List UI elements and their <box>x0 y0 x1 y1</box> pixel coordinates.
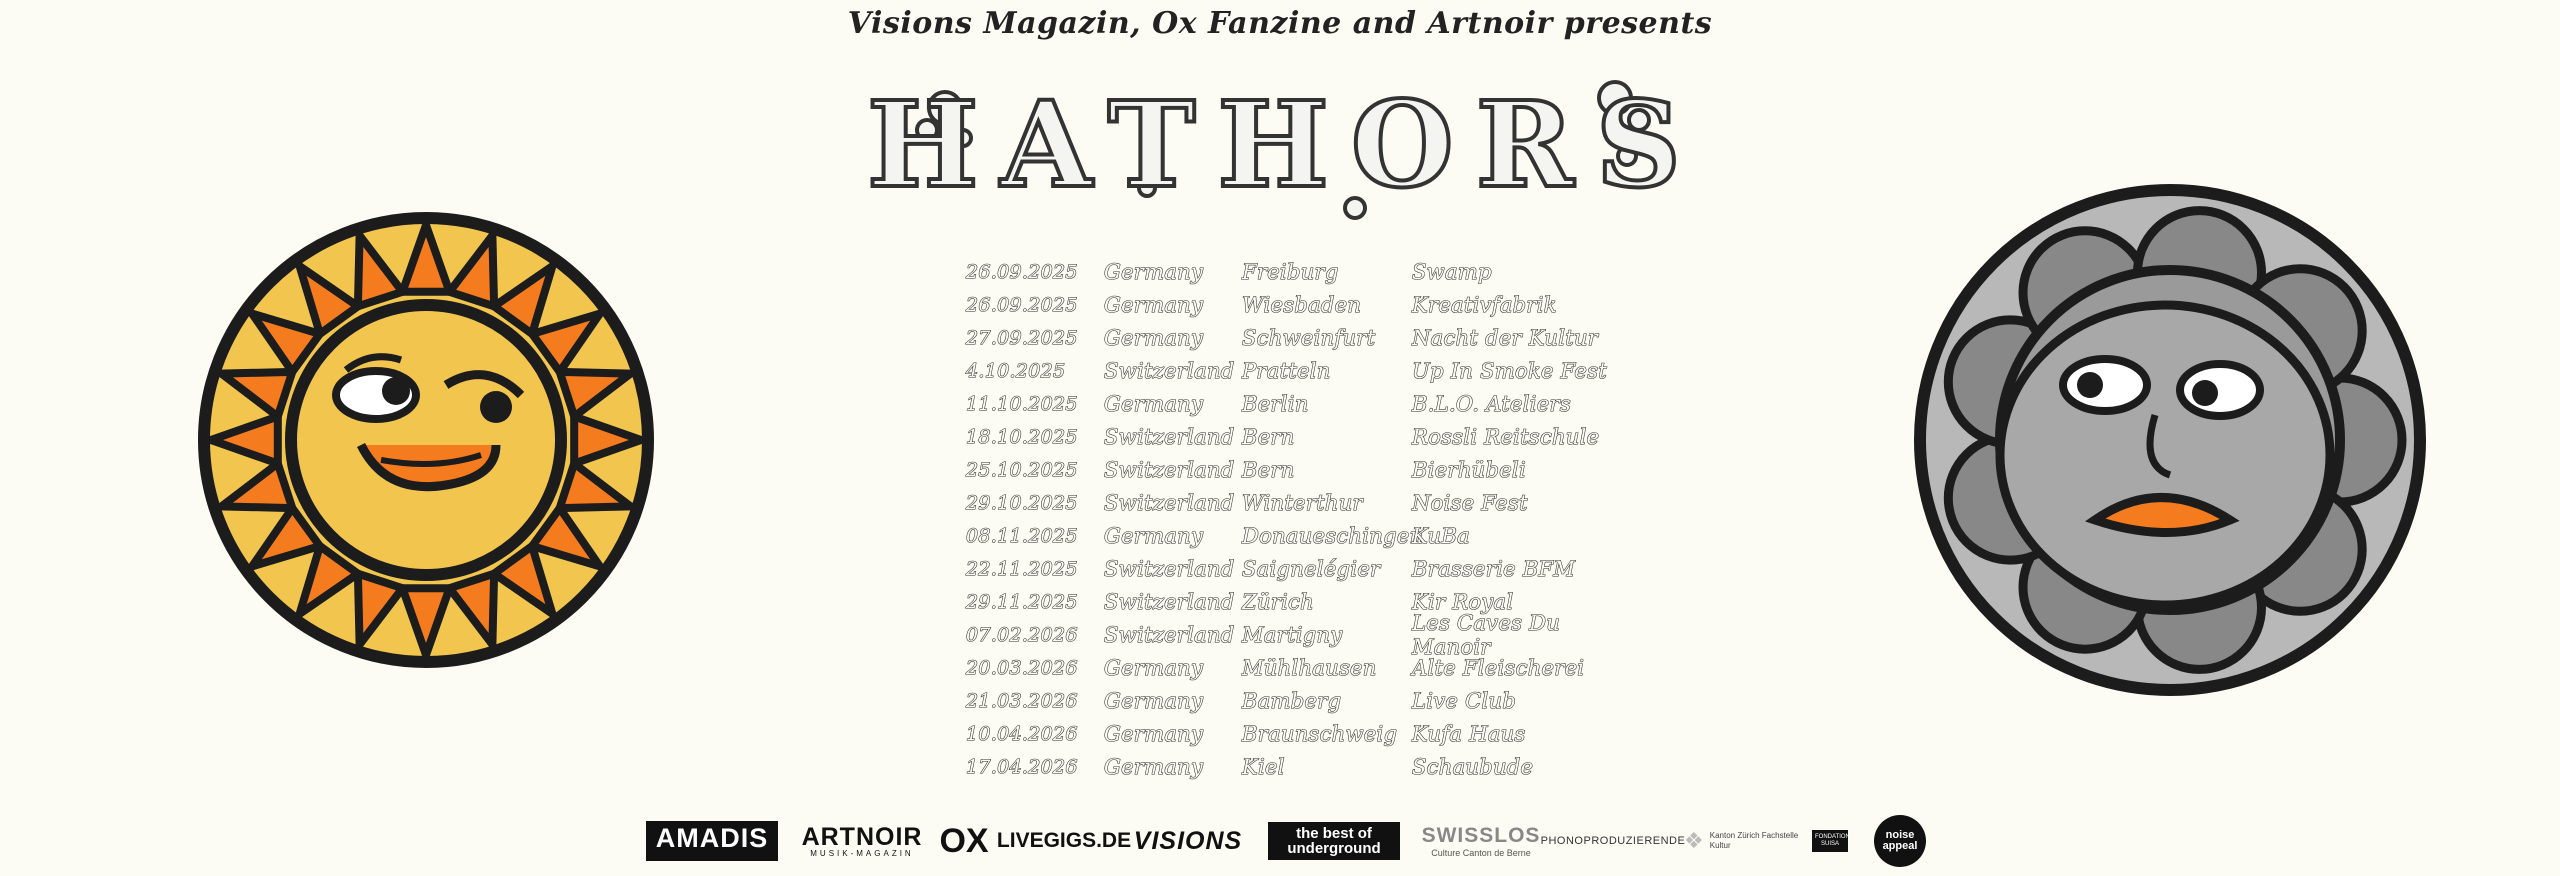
visions-logo: VISIONS <box>1133 826 1243 855</box>
tour-row <box>966 684 1642 717</box>
tour-date: 22.11.2025 <box>966 557 1078 580</box>
tour-country: Switzerland <box>1104 358 1235 383</box>
tour-date: 29.10.2025 <box>966 491 1078 514</box>
tour-country: Switzerland <box>1104 457 1235 482</box>
tour-venue: Kir Royal <box>1412 589 1514 614</box>
tour-venue: Live Club <box>1412 688 1517 713</box>
noise-appeal-logo: noise appeal <box>1872 812 1928 870</box>
tour-row <box>966 610 1642 659</box>
tour-country: Germany <box>1104 259 1204 284</box>
band-title-graphic <box>867 68 1703 228</box>
artnoir-logo: ARTNOIR MUSIK-MAGAZIN <box>801 822 923 858</box>
tour-city: Bern <box>1242 424 1295 449</box>
tour-date: 17.04.2026 <box>966 755 1078 778</box>
tour-country: Switzerland <box>1104 490 1235 515</box>
tour-venue: Rossli Reitschule <box>1412 424 1600 449</box>
tour-row <box>966 651 1642 684</box>
moon-illustration <box>1900 175 2440 705</box>
tour-row <box>966 519 1642 552</box>
tour-row <box>966 486 1642 519</box>
tour-row <box>966 750 1642 783</box>
tour-row <box>966 255 1642 288</box>
best-of-underground-logo: the best of underground <box>1268 812 1400 870</box>
tour-venue: Swamp <box>1412 259 1492 284</box>
tour-city: Freiburg <box>1242 259 1339 284</box>
tour-venue: Nacht der Kultur <box>1412 325 1599 350</box>
tour-city: Pratteln <box>1242 358 1331 383</box>
tour-country: Switzerland <box>1104 589 1235 614</box>
tour-city: Schweinfurt <box>1242 325 1376 350</box>
band-title <box>867 68 1703 228</box>
tour-date: 07.02.2026 <box>966 623 1078 646</box>
fondation-suisa-logo: FONDATION SUISA <box>1810 812 1850 870</box>
tour-country: Germany <box>1104 325 1204 350</box>
tour-city: Donaueschingen <box>1242 523 1424 548</box>
tour-date: 08.11.2025 <box>966 524 1078 547</box>
tour-date: 26.09.2025 <box>966 260 1078 283</box>
tour-date: 11.10.2025 <box>966 392 1078 415</box>
phonoproduzierende-logo: PHONOPRODUZIERENDE <box>1540 835 1686 847</box>
livegigs-logo: LIVEGIGS.DE <box>996 829 1132 852</box>
tour-city: Bern <box>1242 457 1295 482</box>
tour-city: Braunschweig <box>1242 721 1398 746</box>
sun-illustration <box>146 155 706 725</box>
tour-country: Switzerland <box>1104 424 1235 449</box>
band-name: HATHORS <box>867 75 1703 214</box>
amadis-logo: AMADIS <box>638 812 786 870</box>
tour-row <box>966 387 1642 420</box>
tour-venue: Kufa Haus <box>1412 721 1526 746</box>
tour-row <box>966 717 1642 750</box>
zurich-emblem-icon: ❖ <box>1684 828 1704 853</box>
tour-date: 29.11.2025 <box>966 590 1078 613</box>
tour-city: Winterthur <box>1242 490 1363 515</box>
tour-row <box>966 354 1642 387</box>
tour-venue: Up In Smoke Fest <box>1412 358 1607 383</box>
tour-date: 18.10.2025 <box>966 425 1078 448</box>
tour-city: Wiesbaden <box>1242 292 1362 317</box>
tour-date: 4.10.2025 <box>966 359 1066 382</box>
ox-logo: OX <box>939 821 989 860</box>
tour-row <box>966 288 1642 321</box>
tour-venue: Alte Fleischerei <box>1412 655 1585 680</box>
tour-country: Switzerland <box>1104 622 1235 647</box>
tour-row <box>966 420 1642 453</box>
tour-row <box>966 453 1642 486</box>
tour-city: Saignelégier <box>1242 556 1381 581</box>
tour-venue: Kreativfabrik <box>1412 292 1557 317</box>
tour-date: 10.04.2026 <box>966 722 1078 745</box>
tour-date: 21.03.2026 <box>966 689 1078 712</box>
tour-venue: Brasserie BFM <box>1412 556 1576 581</box>
sponsor-logos <box>638 812 1928 870</box>
swisslos-logo: SWISSLOS Culture Canton de Berne <box>1421 824 1541 858</box>
tour-country: Germany <box>1104 523 1204 548</box>
tour-city: Berlin <box>1242 391 1309 416</box>
tour-venue: Schaubude <box>1412 754 1534 779</box>
tour-country: Germany <box>1104 292 1204 317</box>
tour-venue: B.L.O. Ateliers <box>1412 391 1571 416</box>
tour-country: Germany <box>1104 721 1204 746</box>
tour-country: Germany <box>1104 754 1204 779</box>
tour-date: 25.10.2025 <box>966 458 1078 481</box>
tour-venue: KuBa <box>1412 523 1470 548</box>
tour-city: Kiel <box>1242 754 1285 779</box>
tour-venue: Bierhübeli <box>1412 457 1526 482</box>
tour-dates-list <box>966 255 1642 783</box>
tour-city: Zürich <box>1242 589 1314 614</box>
tour-country: Switzerland <box>1104 556 1235 581</box>
tour-date: 27.09.2025 <box>966 326 1078 349</box>
tour-country: Germany <box>1104 688 1204 713</box>
tour-date: 20.03.2026 <box>966 656 1078 679</box>
kanton-zurich-logo: ❖ Kanton Zürich Fachstelle Kultur <box>1684 828 1799 853</box>
tour-venue: Les Caves Du Manoir <box>1412 610 1561 659</box>
tour-venue: Noise Fest <box>1412 490 1528 515</box>
tour-city: Mühlhausen <box>1242 655 1377 680</box>
tour-row <box>966 321 1642 354</box>
tour-country: Germany <box>1104 655 1204 680</box>
tour-row <box>966 552 1642 585</box>
tour-city: Bamberg <box>1242 688 1342 713</box>
tour-date: 26.09.2025 <box>966 293 1078 316</box>
presenters-line: Visions Magazin, Ox Fanzine and Artnoir presents <box>847 6 1713 41</box>
tour-country: Germany <box>1104 391 1204 416</box>
tour-city: Martigny <box>1242 622 1343 647</box>
